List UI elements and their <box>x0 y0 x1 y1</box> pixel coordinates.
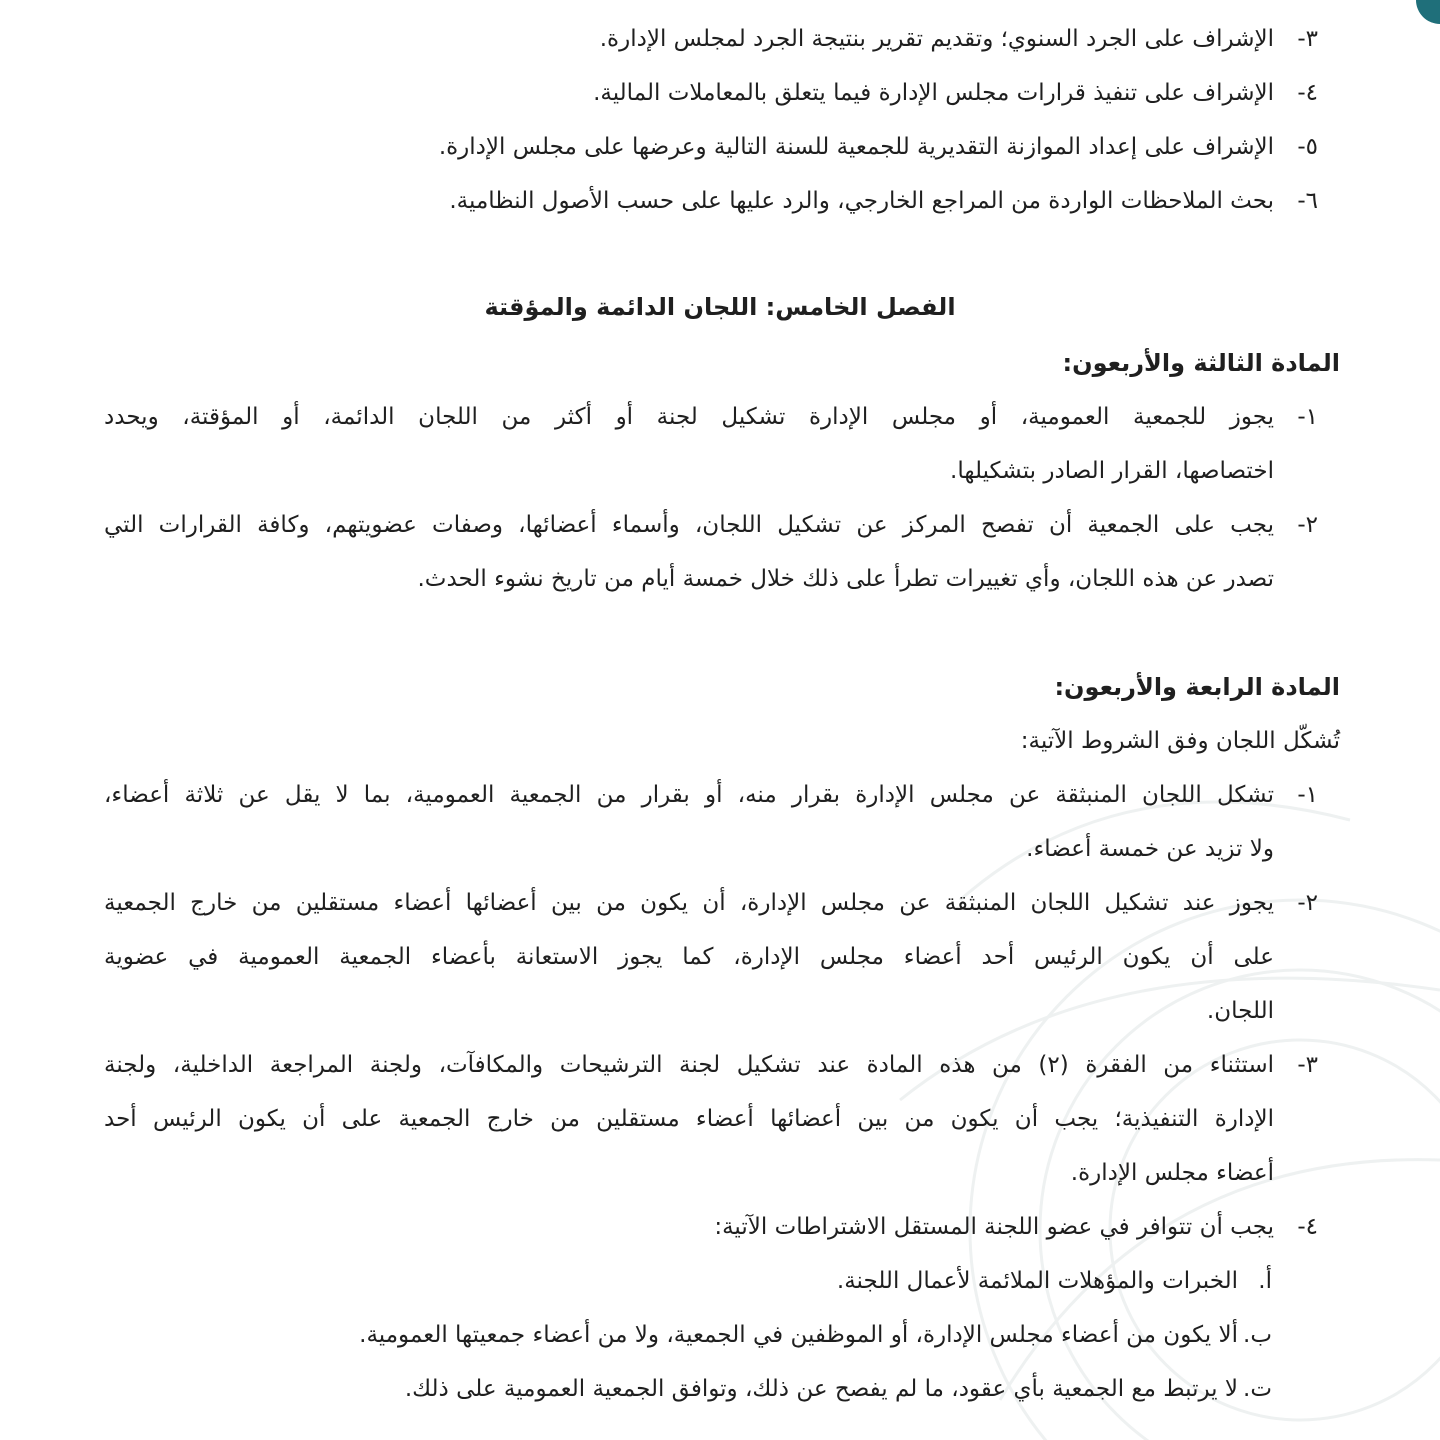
article-44-title: المادة الرابعة والأربعون: <box>1054 673 1340 701</box>
item-number: ٣- <box>1297 1052 1318 1078</box>
finance-item-4 <box>593 76 1318 110</box>
item-text: الإشراف على تنفيذ قرارات مجلس الإدارة فيما يتعلق بالمعاملات المالية. <box>593 80 1274 106</box>
sub-item-a <box>837 1264 1272 1298</box>
finance-item-6 <box>449 184 1318 218</box>
sub-item-b <box>359 1318 1272 1352</box>
item-number: ١- <box>1297 404 1318 430</box>
sub-item-t <box>405 1372 1272 1406</box>
item-number: ١- <box>1297 782 1318 808</box>
sub-item-text: الخبرات والمؤهلات الملائمة لأعمال اللجنة. <box>836 1268 1238 1294</box>
sub-item-text: لا يرتبط مع الجمعية بأي عقود، ما لم يفصح عن ذلك، وتوافق الجمعية العمومية على ذلك. <box>404 1376 1238 1402</box>
item-number: ٢- <box>1297 512 1318 538</box>
article-43-item-2-continuation: تصدر عن هذه اللجان، وأي تغييرات تطرأ على ذلك خلال خمسة أيام من تاريخ نشوء الحدث. <box>417 566 1274 592</box>
sub-item-letter: ت. <box>1243 1376 1272 1402</box>
item-number: ٤- <box>1297 80 1318 106</box>
chapter-title: الفصل الخامس: اللجان الدائمة والمؤقتة <box>484 293 956 321</box>
item-number: ٢- <box>1297 890 1318 916</box>
item-text: الإدارة التنفيذية؛ يجب أن يكون من بين أعضائها أعضاء مستقلين من خارج الجمعية على أن يكون الرئيس أحد <box>104 1106 1274 1132</box>
article-44-item-1-continuation: ولا تزيد عن خمسة أعضاء. <box>1026 836 1274 862</box>
article-44-item-2-continuation <box>104 940 1274 974</box>
article-44-item-3 <box>104 1048 1318 1082</box>
item-number: ٦- <box>1297 188 1318 214</box>
item-text: تشكل اللجان المنبثقة عن مجلس الإدارة بقرار منه، أو بقرار من الجمعية العمومية، بما لا يقل عن ثلاثة أعضاء، <box>104 782 1274 808</box>
finance-item-5 <box>439 130 1318 164</box>
article-43-title: المادة الثالثة والأربعون: <box>1062 349 1340 377</box>
finance-item-3 <box>600 22 1318 56</box>
article-44-item-2-continuation-2: اللجان. <box>1206 998 1274 1024</box>
article-44-item-3-continuation <box>104 1102 1274 1136</box>
article-43-item-1-continuation: اختصاصها، القرار الصادر بتشكيلها. <box>950 458 1274 484</box>
item-number: ٥- <box>1297 134 1318 160</box>
article-44-intro: تُشكّل اللجان وفق الشروط الآتية: <box>1020 728 1340 754</box>
item-text: يجب على الجمعية أن تفصح المركز عن تشكيل اللجان، وأسماء أعضائها، وصفات عضويتهم، وكافة القرارات التي <box>104 512 1274 538</box>
sub-item-letter: أ. <box>1258 1268 1272 1294</box>
item-text: يجب أن تتوافر في عضو اللجنة المستقل الاشتراطات الآتية: <box>714 1214 1274 1240</box>
sub-item-text: ألا يكون من أعضاء مجلس الإدارة، أو الموظفين في الجمعية، ولا من أعضاء جمعيتها العمومية. <box>359 1322 1238 1348</box>
item-number: ٤- <box>1297 1214 1318 1240</box>
article-44-item-1 <box>104 778 1318 812</box>
article-44-item-3-continuation-2: أعضاء مجلس الإدارة. <box>1070 1160 1274 1186</box>
item-number: ٣- <box>1297 26 1318 52</box>
article-43-item-2 <box>104 508 1318 542</box>
article-44-item-4 <box>714 1210 1318 1244</box>
item-text: الإشراف على إعداد الموازنة التقديرية للجمعية للسنة التالية وعرضها على مجلس الإدارة. <box>438 134 1274 160</box>
article-43-item-1 <box>104 400 1318 434</box>
item-text: يجوز عند تشكيل اللجان المنبثقة عن مجلس الإدارة، أن يكون من بين أعضائها أعضاء مستقلين من خارج الجمعية <box>104 890 1274 916</box>
item-text: بحث الملاحظات الواردة من المراجع الخارجي، والرد عليها على حسب الأصول النظامية. <box>449 188 1274 214</box>
item-text: يجوز للجمعية العمومية، أو مجلس الإدارة تشكيل لجنة أو أكثر من اللجان الدائمة، أو المؤقتة، ويحدد <box>104 404 1274 430</box>
sub-item-letter: ب. <box>1243 1322 1272 1348</box>
item-text: على أن يكون الرئيس أحد أعضاء مجلس الإدارة، كما يجوز الاستعانة بأعضاء الجمعية العمومية في عضوية <box>104 944 1274 970</box>
item-text: استثناء من الفقرة (٢) من هذه المادة عند تشكيل لجنة الترشيحات والمكافآت، ولجنة المراجعة الداخلية، ولجنة <box>104 1052 1275 1078</box>
article-44-item-2 <box>104 886 1318 920</box>
item-text: الإشراف على الجرد السنوي؛ وتقديم تقرير بنتيجة الجرد لمجلس الإدارة. <box>599 26 1274 52</box>
